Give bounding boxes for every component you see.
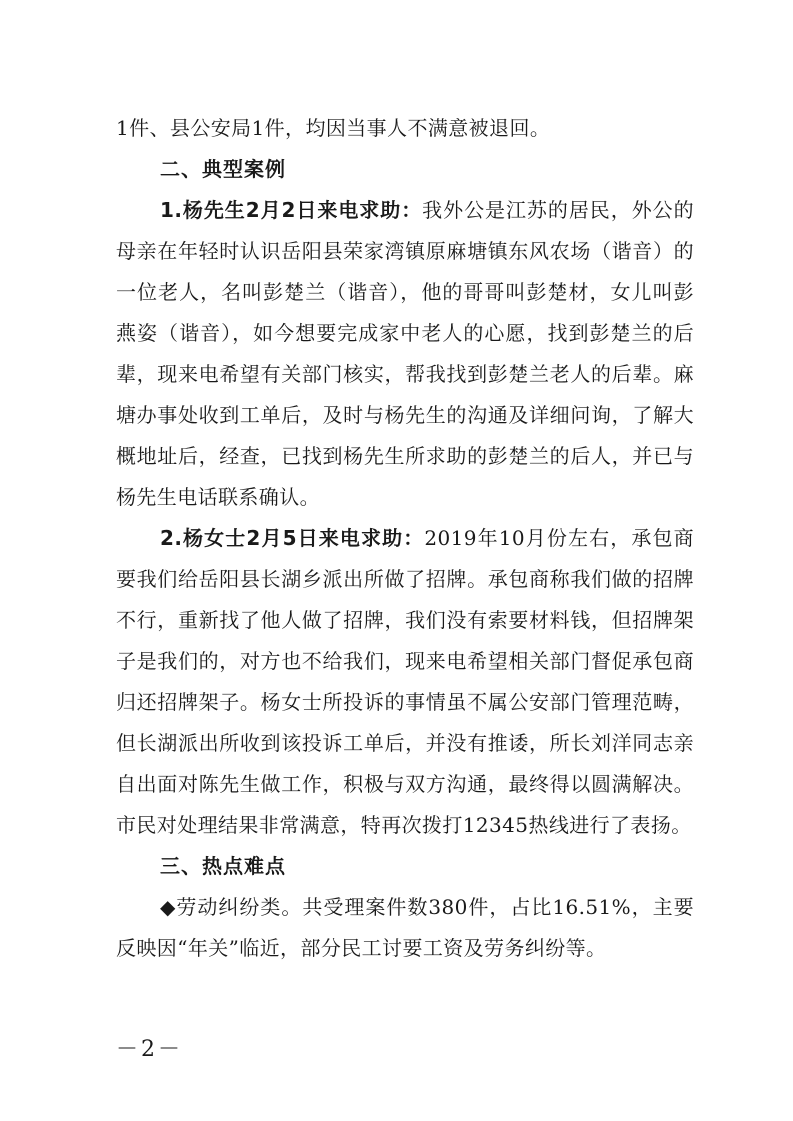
page-number: －2－ (116, 1037, 183, 1062)
hot-issue-item-labor-disputes: ◆劳动纠纷类。共受理案件数380件，占比16.51%，主要反映因“年关”临近，部分民工讨要工资及劳务纠纷等。 (116, 895, 694, 960)
case-2-paragraph (116, 518, 694, 846)
section-heading-hot-issues: 三、热点难点 (160, 854, 286, 878)
intro-line: 1件、县公安局1件，均因当事人不满意被退回。 (116, 116, 551, 140)
case-1-paragraph (116, 190, 694, 518)
section-heading-typical-cases: 二、典型案例 (160, 157, 286, 181)
case-2-title: 2.杨女士2月5日来电求助： (160, 526, 425, 550)
case-1-body: 我外公是江苏的居民，外公的母亲在年轻时认识岳阳县荣家湾镇原麻塘镇东风农场（谐音）的一位老人，名叫彭楚兰（谐音），他的哥哥叫彭楚材，女儿叫彭燕姿（谐音），如今想要完成家中老人的心愿，找到彭楚兰的后辈，现来电希望有关部门核实，帮我找到彭楚兰老人的后辈。麻塘办事处收到工单后，及时与杨先生的沟通及详细问询，了解大概地址后，经查，已找到杨先生所求助的彭楚兰的后人，并已与杨先生电话联系确认。 (116, 198, 695, 509)
case-2-body: 2019年10月份左右，承包商要我们给岳阳县长湖乡派出所做了招牌。承包商称我们做的招牌不行，重新找了他人做了招牌，我们没有索要材料钱，但招牌架子是我们的，对方也不给我们，现来电希望相关部门督促承包商归还招牌架子。杨女士所投诉的事情虽不属公安部门管理范畴，但长湖派出所收到该投诉工单后，并没有推诿，所长刘洋同志亲自出面对陈先生做工作，积极与双方沟通，最终得以圆满解决。市民对处理结果非常满意，特再次拨打12345热线进行了表扬。 (116, 526, 694, 837)
document-body (116, 108, 694, 969)
case-1-title: 1.杨先生2月2日来电求助： (160, 198, 423, 222)
